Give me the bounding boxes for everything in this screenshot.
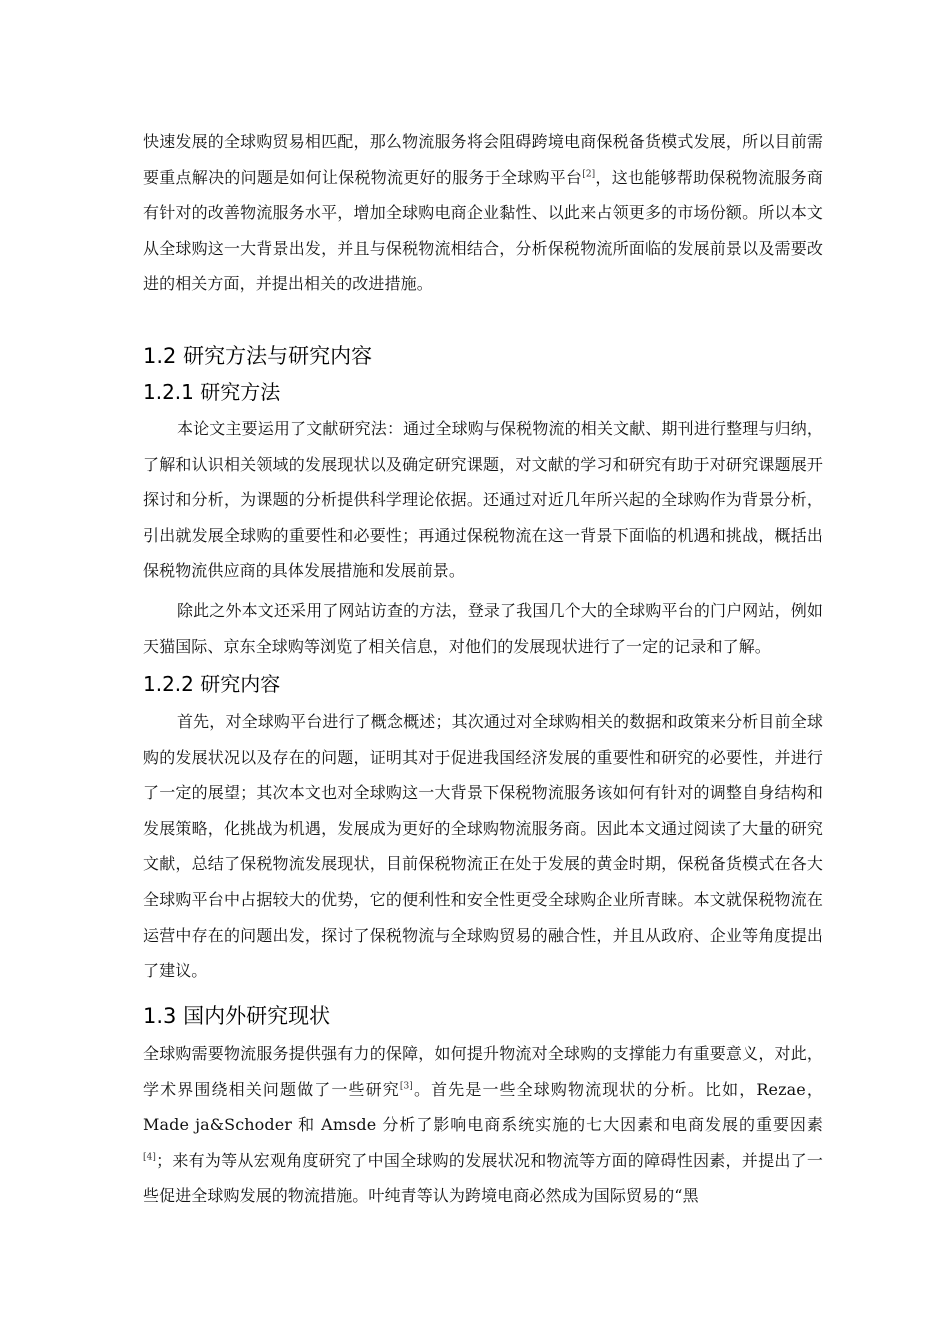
status-text-b: 。首先是一些全球购物流现状的分析。比如，Rezae，Made ja&Schoder 和 Amsde 分析了影响电商系统实施的七大因素和电商发展的重要因素 bbox=[143, 1079, 823, 1135]
citation-ref: [4] bbox=[143, 1152, 157, 1163]
section-heading-1-2-2: 1.2.2 研究内容 bbox=[143, 672, 281, 696]
website-survey-paragraph: 除此之外本文还采用了网站访查的方法，登录了我国几个大的全球购平台的门户网站，例如天猫国际、京东全球购等浏览了相关信息，对他们的发展现状进行了一定的记录和了解。 bbox=[143, 601, 823, 656]
research-content-paragraph: 首先，对全球购平台进行了概念概述；其次通过对全球购相关的数据和政策来分析目前全球购的发展状况以及存在的问题，证明其对于促进我国经济发展的重要性和研究的必要性，并进行了一定的展望；其次本文也对全球购这一大背景下保税物流服务该如何有针对的调整自身结构和发展策略，化挑战为机遇，发展成为更好的全球购物流服务商。因此本文通过阅读了大量的研究文献，总结了保税物流发展现状，目前保税物流正在处于发展的黄金时期，保税备货模式在各大全球购平台中占据较大的优势，它的便利性和安全性更受全球购企业所青睐。本文就保税物流在运营中存在的问题出发，探讨了保税物流与全球购贸易的融合性，并且从政府、企业等角度提出了建议。 bbox=[143, 712, 823, 981]
intro-text-a: 快速发展的全球购贸易相匹配，那么物流服务将会阻碍跨境电商保税备货模式发展，所以目前需要重点解决的问题是如何让保税物流更好的服务于全球购平台 bbox=[143, 132, 823, 187]
status-text-c: ；来有为等从宏观角度研究了中国全球购的发展状况和物流等方面的障碍性因素，并提出了一些促进全球购发展的物流措施。叶纯青等认为跨境电商必然成为国际贸易的“黑 bbox=[143, 1150, 823, 1206]
section-heading-1-2: 1.2 研究方法与研究内容 bbox=[143, 344, 373, 368]
intro-paragraph bbox=[143, 124, 823, 302]
research-status-paragraph bbox=[143, 1036, 823, 1214]
section-heading-1-3: 1.3 国内外研究现状 bbox=[143, 1004, 331, 1028]
intro-text-b: ，这也能够帮助保税物流服务商有针对的改善物流服务水平，增加全球购电商企业黏性、以此来占领更多的市场份额。所以本文从全球购这一大背景出发，并且与保税物流相结合，分析保税物流所面临的发展前景以及需要改进的相关方面，并提出相关的改进措施。 bbox=[143, 167, 823, 294]
status-text-a: 全球购需要物流服务提供强有力的保障，如何提升物流对全球购的支撑能力有重要意义，对此，学术界围绕相关问题做了一些研究 bbox=[143, 1044, 823, 1099]
citation-ref: [3] bbox=[399, 1081, 413, 1092]
citation-ref: [2] bbox=[582, 169, 596, 180]
research-method-paragraph: 本论文主要运用了文献研究法：通过全球购与保税物流的相关文献、期刊进行整理与归纳，了解和认识相关领域的发展现状以及确定研究课题，对文献的学习和研究有助于对研究课题展开探讨和分析，为课题的分析提供科学理论依据。还通过对近几年所兴起的全球购作为背景分析，引出就发展全球购的重要性和必要性；再通过保税物流在这一背景下面临的机遇和挑战，概括出保税物流供应商的具体发展措施和发展前景。 bbox=[143, 419, 823, 581]
section-heading-1-2-1: 1.2.1 研究方法 bbox=[143, 380, 281, 404]
